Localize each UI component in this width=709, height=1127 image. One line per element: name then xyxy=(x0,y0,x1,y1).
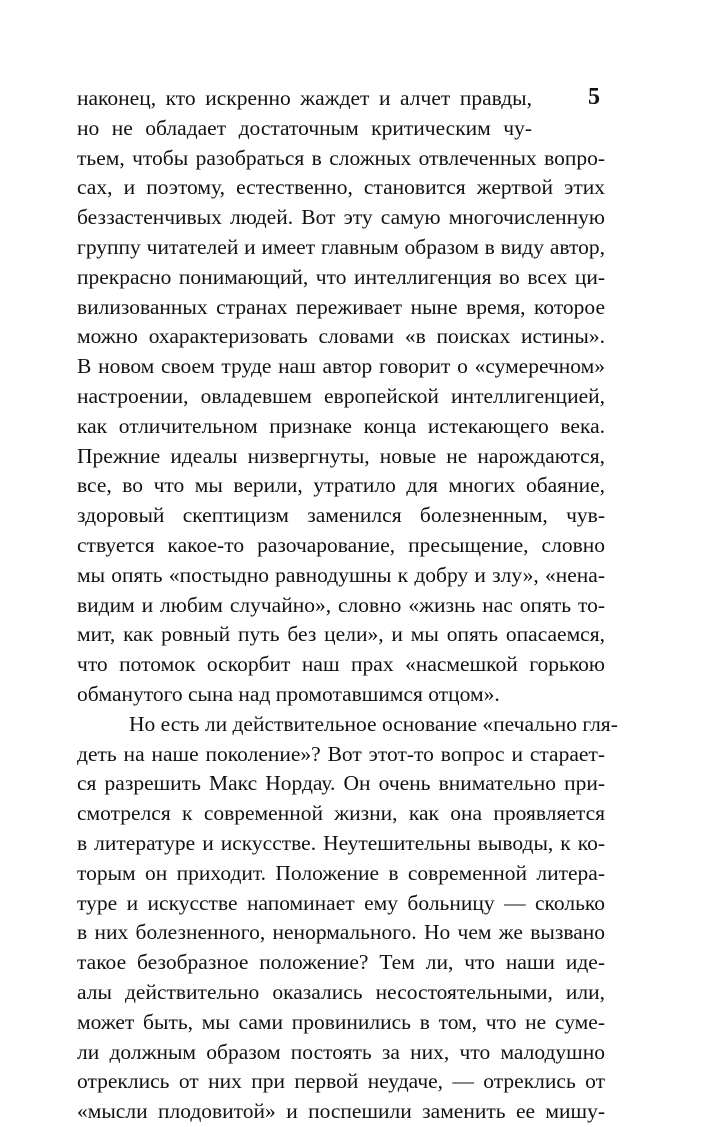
text-line: все, во что мы верили, утратило для многих обаяние, xyxy=(77,473,605,498)
text-line: ствуется какое-то разочарование, пресыщение, словно xyxy=(77,532,605,557)
text-line: алы действительно оказались несостоятельными, или, xyxy=(77,979,605,1004)
text-line: смотрелся к современной жизни, как она проявляется xyxy=(77,801,605,826)
text-line: прекрасно понимающий, что интеллигенция во всех ци- xyxy=(77,264,605,289)
text-line: может быть, мы сами провинились в том, что не суме- xyxy=(77,1009,605,1034)
text-line: группу читателей и имеет главным образом в виду автор, xyxy=(77,234,605,259)
text-line: мы опять «постыдно равнодушны к добру и злу», «нена- xyxy=(77,562,605,587)
body-text xyxy=(77,84,618,1127)
text-line: ся разрешить Макс Нордау. Он очень внимательно при- xyxy=(77,771,605,796)
text-line: в них болезненного, ненормального. Но чем же вызвано xyxy=(77,920,605,945)
text-line: туре и искусстве напоминает ему больницу — сколько xyxy=(77,890,605,915)
paragraph-1 xyxy=(77,84,605,710)
text-line: Но есть ли действительное основание «печально гля- xyxy=(129,711,618,736)
text-line: но не обладает достаточным критическим чу- xyxy=(77,115,532,140)
text-line: мит, как ровный путь без цели», и мы опять опасаемся, xyxy=(77,622,605,647)
paragraph-2 xyxy=(77,710,618,1127)
text-line: В новом своем труде наш автор говорит о «сумеречном» xyxy=(77,354,605,379)
text-line: беззастенчивых людей. Вот эту самую многочисленную xyxy=(77,205,605,230)
text-line: в литературе и искусстве. Неутешительны выводы, к ко- xyxy=(77,830,605,855)
page-number: 5 xyxy=(588,84,600,110)
text-line: сах, и поэтому, естественно, становится жертвой этих xyxy=(77,175,605,200)
text-line: отреклись от них при первой неудаче, — отреклись от xyxy=(77,1069,605,1094)
text-line: как отличительном признаке конца истекающего века. xyxy=(77,413,605,438)
text-line: что потомок оскорбит наш прах «насмешкой горькою xyxy=(77,652,605,677)
text-line: деть на наше поколение»? Вот этот-то вопрос и старает- xyxy=(77,741,605,766)
text-line: тьем, чтобы разобраться в сложных отвлеченных вопро- xyxy=(77,145,605,170)
text-line: наконец, кто искренно жаждет и алчет правды, xyxy=(77,86,532,110)
text-line: вилизованных странах переживает ныне время, которое xyxy=(77,294,605,319)
text-line: Прежние идеалы низвергнуты, новые не нарождаются, xyxy=(77,443,605,468)
text-line: «мысли плодовитой» и поспешили заменить ее мишу- xyxy=(77,1099,605,1124)
text-line: можно охарактеризовать словами «в поисках истины». xyxy=(77,324,605,349)
text-line: ли должным образом постоять за них, что малодушно xyxy=(77,1039,605,1064)
text-line: обманутого сына над промотавшимся отцом». xyxy=(77,681,500,706)
text-line: здоровый скептицизм заменился болезненным, чув- xyxy=(77,503,605,528)
text-line: такое безобразное положение? Тем ли, что наши иде- xyxy=(77,950,605,975)
text-line: настроении, овладевшем европейской интеллигенцией, xyxy=(77,383,605,408)
text-line: торым он приходит. Положение в современной литера- xyxy=(77,860,605,885)
text-line: видим и любим случайно», словно «жизнь нас опять то- xyxy=(77,592,605,617)
